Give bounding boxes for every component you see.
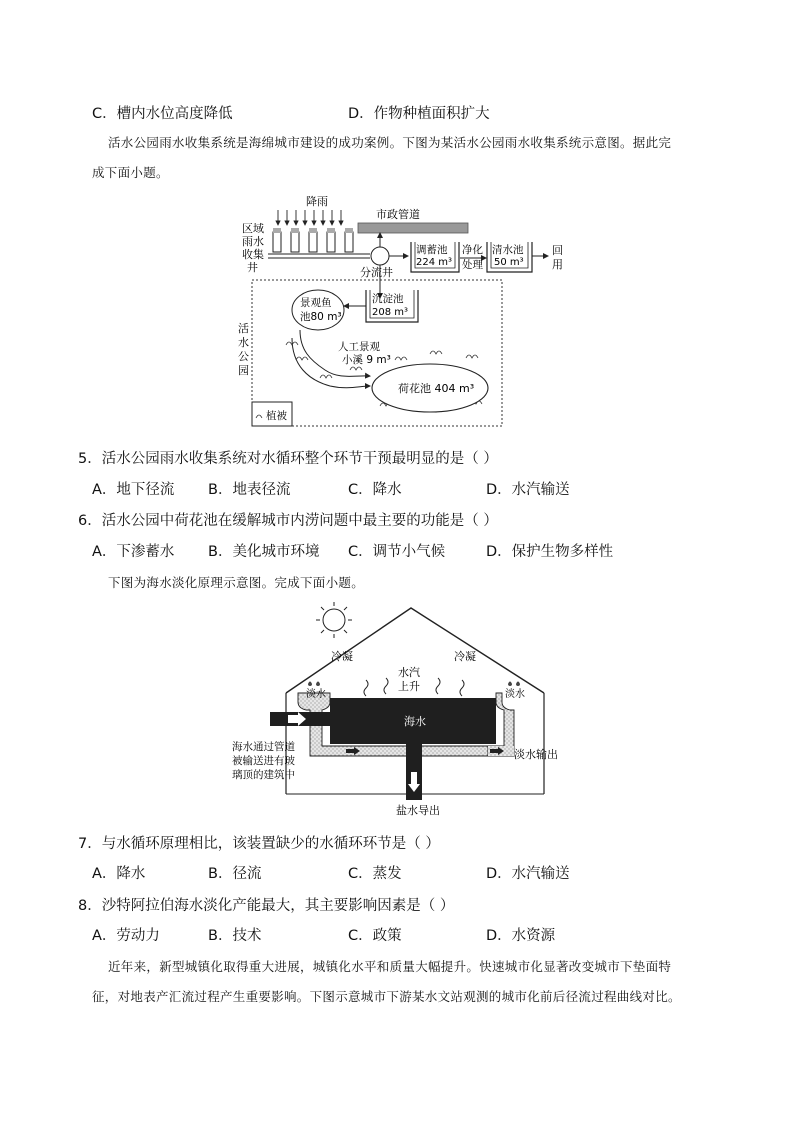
reuse-label-2: 用 xyxy=(552,258,563,271)
q8-option-a[interactable]: A．劳动力 xyxy=(92,928,160,944)
q8-option-d[interactable]: D．水资源 xyxy=(486,928,556,944)
q6-option-a[interactable]: A．下渗蓄水 xyxy=(92,544,175,560)
q7-option-c[interactable]: C．蒸发 xyxy=(348,866,402,882)
q6-option-d[interactable]: D．保护生物多样性 xyxy=(486,544,614,560)
rain-label: 降雨 xyxy=(306,195,328,208)
stream-label-1: 人工景观 xyxy=(338,341,380,353)
q5-option-a[interactable]: A．地下径流 xyxy=(92,482,175,498)
clear-label: 清水池 xyxy=(492,244,524,256)
fresh-left-label: 淡水 xyxy=(306,689,326,700)
inlet-note-1: 海水通过管道 xyxy=(232,741,295,753)
rainwater-system-diagram xyxy=(230,190,570,430)
q7-option-d[interactable]: D．水汽输送 xyxy=(486,866,570,882)
park-label-4: 园 xyxy=(238,364,249,377)
intro-desalination: 下图为海水淡化原理示意图。完成下面小题。 xyxy=(108,575,365,590)
intro-urbanization-line2: 征，对地表产汇流过程产生重要影响。下图示意城市下游某水文站观测的城市化前后径流过程曲线对比。 xyxy=(92,989,681,1004)
storage-volume: 224 m³ xyxy=(416,257,453,268)
question-8: 8．沙特阿拉伯海水淡化产能最大，其主要影响因素是（ ） xyxy=(78,898,455,914)
collection-wells xyxy=(273,232,353,252)
diversion-well xyxy=(371,247,389,265)
stream-label-2: 小溪 9 m³ xyxy=(342,354,391,366)
inlet-note-2: 被输送进有玻 xyxy=(232,755,295,767)
vegetation-label: 植被 xyxy=(266,410,287,422)
fresh-right-label: 淡水 xyxy=(505,689,525,700)
option-d: D．作物种植面积扩大 xyxy=(348,106,490,122)
park-label-1: 活 xyxy=(238,322,249,335)
clear-volume: 50 m³ xyxy=(494,257,524,268)
q6-option-b[interactable]: B．美化城市环境 xyxy=(208,544,320,560)
intro-paragraph-line1: 活水公园雨水收集系统是海绵城市建设的成功案例。下图为某活水公园雨水收集系统示意图。据此完 xyxy=(108,135,672,150)
municipal-pipe xyxy=(358,223,468,233)
storage-label: 调蓄池 xyxy=(416,244,448,256)
municipal-label: 市政管道 xyxy=(376,208,420,221)
condense-left-label: 冷凝 xyxy=(331,650,353,663)
desalination-diagram xyxy=(226,598,566,820)
collect-label-4: 井 xyxy=(247,261,258,274)
vapor-label-1: 水汽 xyxy=(398,666,420,679)
fish-pond xyxy=(292,290,344,330)
question-6: 6．活水公园中荷花池在缓解城市内涝问题中最主要的功能是（ ） xyxy=(78,513,498,529)
q5-option-b[interactable]: B．地表径流 xyxy=(208,482,291,498)
sun-icon xyxy=(316,602,352,638)
q6-option-c[interactable]: C．调节小气候 xyxy=(348,544,446,560)
collect-label-1: 区域 xyxy=(242,222,264,235)
fishpond-label-2: 池80 m³ xyxy=(300,311,342,323)
reuse-label-1: 回 xyxy=(552,244,563,257)
q7-option-b[interactable]: B．径流 xyxy=(208,866,262,882)
option-c: C．槽内水位高度降低 xyxy=(92,106,233,122)
intro-paragraph-line2: 成下面小题。 xyxy=(92,165,169,180)
collect-label-2: 雨水 xyxy=(242,235,264,248)
sediment-label: 沉淀池 xyxy=(372,293,404,305)
diversion-label: 分流井 xyxy=(360,266,393,279)
question-5: 5．活水公园雨水收集系统对水循环整个环节干预最明显的是（ ） xyxy=(78,451,498,467)
fresh-out-label: 淡水输出 xyxy=(514,748,558,761)
rain-arrows xyxy=(278,210,341,225)
purify-label-2: 处理 xyxy=(462,259,483,271)
fishpond-label-1: 景观鱼 xyxy=(300,297,332,309)
vapor-label-2: 上升 xyxy=(398,680,420,693)
park-label-2: 水 xyxy=(238,336,249,349)
sediment-volume: 208 m³ xyxy=(372,307,409,318)
q5-option-c[interactable]: C．降水 xyxy=(348,482,402,498)
q5-option-d[interactable]: D．水汽输送 xyxy=(486,482,570,498)
purify-label-1: 净化 xyxy=(462,244,483,256)
lotus-label: 荷花池 404 m³ xyxy=(398,382,475,395)
intro-urbanization-line1: 近年来，新型城镇化取得重大进展，城镇化水平和质量大幅提升。快速城市化显著改变城市下垫面特 xyxy=(108,959,672,974)
seawater-label: 海水 xyxy=(404,715,426,728)
question-7: 7．与水循环原理相比，该装置缺少的水循环环节是（ ） xyxy=(78,836,440,852)
condense-right-label: 冷凝 xyxy=(454,650,476,663)
q7-option-a[interactable]: A．降水 xyxy=(92,866,146,882)
q8-option-b[interactable]: B．技术 xyxy=(208,928,262,944)
brine-out-label: 盐水导出 xyxy=(396,804,440,817)
inlet-note-3: 璃顶的建筑中 xyxy=(232,769,295,781)
q8-option-c[interactable]: C．政策 xyxy=(348,928,402,944)
park-label-3: 公 xyxy=(238,350,249,363)
collect-label-3: 收集 xyxy=(242,248,264,261)
